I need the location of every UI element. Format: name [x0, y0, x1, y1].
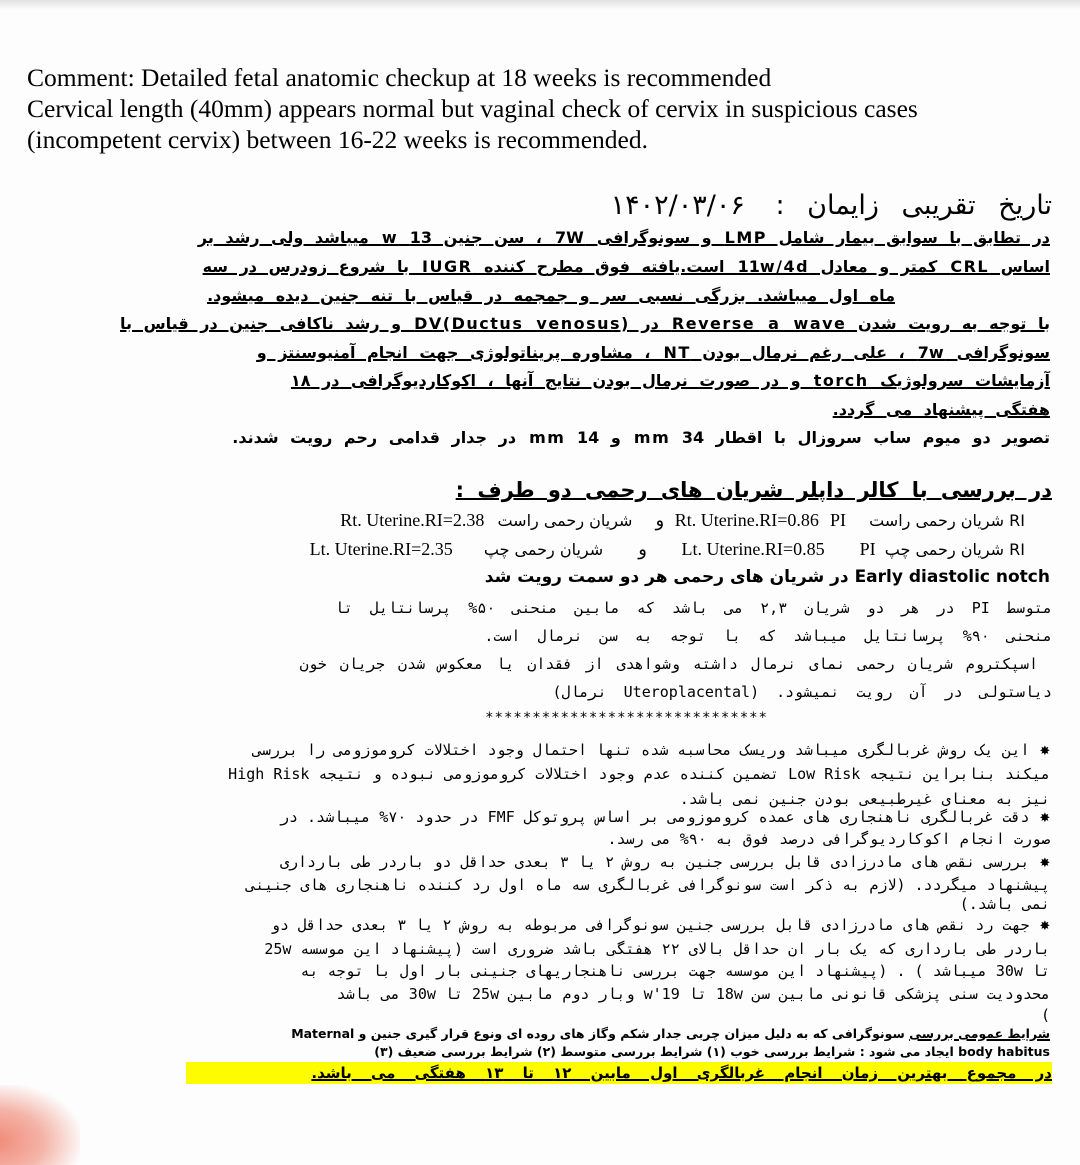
ri-value: Lt. Uterine.RI=0.85 — [681, 539, 825, 559]
note-line: تا 30w میباشد ) . (پیشنهاد این موسسه جهت بررسی ناهنجاریهای جنینی بار اول با توجه به — [300, 962, 1050, 980]
star-bullet-icon: ✸ — [1029, 915, 1050, 935]
note-line: ) — [1040, 1006, 1050, 1024]
comment-line: Cervical length (40mm) appears normal but vaginal check of cervix in suspicious cases — [27, 94, 918, 123]
ri-value: Rt. Uterine.RI=0.86 — [674, 510, 819, 530]
doppler-heading: در بررسی با کالر داپلر شریان های رحمی دو طرف : — [455, 478, 1052, 502]
notch-finding: Early diastolic notch در شریان های رحمی هر دو سمت رویت شد — [484, 567, 1050, 587]
note-line: ✸ بررسی نقص های مادرزادی قابل بررسی جنین به روش ۲ یا ۳ بعدی حداقل دو باردر طی بارداری — [279, 852, 1050, 872]
top-shadow — [0, 0, 1080, 10]
edd-label: تاریخ تقریبی زایمان : — [775, 190, 1052, 221]
note-line: صورت انجام اکوکاردیوگرافی درصد فوق به ۹۰% می رسد. — [607, 830, 1050, 848]
findings-line: سونوگرافی 7w ، علی رغم نرمال بودن NT ، مشاوره پریناتولوژی جهت انجام آمنیوسنتز و — [256, 343, 1050, 362]
findings-line: اساس CRL کمتر و معادل 11w/4d است.یافته فوق مطرح کننده IUGR با شروع زودرس در سه — [202, 257, 1050, 276]
note-line: نیز به معنای غیرطبیعی بودن جنین نمی باشد. — [679, 790, 1050, 808]
mean-pi-line: متوسط PI در هر دو شریان ۲,۳ می باشد که مابین منحنی ۵۰% پرسانتایل تا — [334, 599, 1052, 617]
conditions-line — [291, 1026, 1050, 1041]
pi-conj: PI و — [655, 510, 846, 530]
spectrum-line: دیاستولی در آن رویت نمیشود. (Uteroplacental نرمال) — [552, 683, 1052, 701]
comment-line: (incompetent cervix) between 16-22 weeks is recommended. — [27, 125, 648, 154]
separator: ****************************** — [485, 710, 768, 726]
star-bullet-icon: ✸ — [1029, 852, 1050, 872]
findings-line: در تطابق با سوابق بیمار شامل LMP و سونوگرافی 7W ، سن جنین 13 w میباشد ولی رشد بر — [197, 228, 1050, 247]
conditions-text: سونوگرافی که به دلیل میزان چربی جدار شکم وگاز های روده ای ونوع قرار گیری جنین و Maternal — [291, 1026, 905, 1041]
pi-label: شریان رحمی چپ — [483, 540, 604, 559]
doppler-row-right — [340, 510, 1025, 531]
findings-line: هفتگی پیشنهاد می گردد. — [832, 400, 1050, 419]
highlighted-conclusion: در مجموع بهترین زمان انجام غربالگری اول مابین ۱۲ تا ۱۳ هفتگی می باشد. — [186, 1062, 1052, 1084]
conditions-title: شرایط عمومی بررسی — [909, 1026, 1050, 1041]
pi-label: شریان رحمی راست — [497, 511, 633, 530]
note-line: ✸ جهت رد نقص های مادرزادی قابل بررسی جنین سونوگرافی مربوطه به روش ۲ یا ۳ بعدی حداقل دو — [270, 915, 1050, 935]
spectrum-line: اسپکتروم شریان رحمی نمای نرمال داشته وشواهدی از فقدان یا معکوس شدن جریان خون — [299, 655, 1038, 673]
star-bullet-icon: ✸ — [1029, 740, 1050, 760]
doppler-row-left — [310, 539, 1025, 560]
pi-conj: PI و — [638, 539, 876, 559]
edd-heading — [611, 190, 1052, 221]
pi-value: Lt. Uterine.RI=2.35 — [309, 539, 453, 559]
findings-line: با توجه به رویت شدن Reverse a wave در DV(Ductus venosus) و رشد ناکافی جنین در قیاس با — [120, 314, 1050, 333]
decorative-red-blur — [0, 1085, 80, 1165]
note-line: محدودیت سنی پزشکی قانونی مابین سن 18w تا 19'w وبار دوم مابین 25w تا 30w می باشد — [336, 985, 1050, 1003]
note-line: ✸ دقت غربالگری ناهنجاری های عمده کروموزومی بر اساس پروتوکل FMF در حدود ۷۰% میباشد. در — [279, 807, 1050, 827]
findings-line: آزمایشات سرولوژیک torch و در صورت نرمال بودن نتایج آنها ، اکوکاردیوگرافی در ۱۸ — [290, 371, 1050, 390]
myoma-finding: تصویر دو میوم ساب سروزال با اقطار 34 mm و 14 mm در جدار قدامی رحم رویت شدند. — [232, 428, 1050, 447]
note-line: باردر طی بارداری که یک بار ان حداقل بالای ۲۲ هفتگی باشد ضروری است (پیشنهاد این موسسه 25w — [264, 940, 1050, 958]
mean-pi-line: منحنی ۹۰% پرسانتایل میباشد که با توجه به سن نرمال است. — [484, 627, 1052, 645]
star-bullet-icon: ✸ — [1029, 807, 1050, 827]
note-line: ✸ این یک روش غربالگری میباشد وریسک محاسبه شده تنها احتمال وجود اختلالات کروموزومی را بررسی — [252, 740, 1050, 760]
ri-label: RI شریان رحمی راست — [869, 511, 1025, 530]
conditions-scale: body habitus ایجاد می شود : شرایط بررسی خوب (۱) شرایط بررسی متوسط (۲) شرایط بررسی ضعیف (۳) — [374, 1044, 1050, 1059]
note-line: میکند بنابراین نتیجه Low Risk تضمین کننده عدم وجود اختلالات کروموزومی نبوده و نتیجه High Risk — [228, 765, 1050, 783]
findings-line: ماه اول میباشد. بزرگی نسبی سر و جمجمه در قیاس با تنه جنین دیده میشود. — [207, 286, 895, 305]
ri-label: RI شریان رحمی چپ — [884, 540, 1025, 559]
note-line: نمی باشد.) — [959, 895, 1050, 913]
comment-line: Comment: Detailed fetal anatomic checkup at 18 weeks is recommended — [27, 63, 772, 92]
comment-block — [27, 62, 1057, 155]
edd-value: ۱۴۰۲/۰۳/۰۶ — [610, 190, 745, 221]
note-line: پیشنهاد میگردد. (لازم به ذکر است سونوگرافی غربالگری سه ماه اول رد کننده ناهنجاری های جنینی — [246, 876, 1050, 894]
pi-value: Rt. Uterine.RI=2.38 — [340, 510, 485, 530]
